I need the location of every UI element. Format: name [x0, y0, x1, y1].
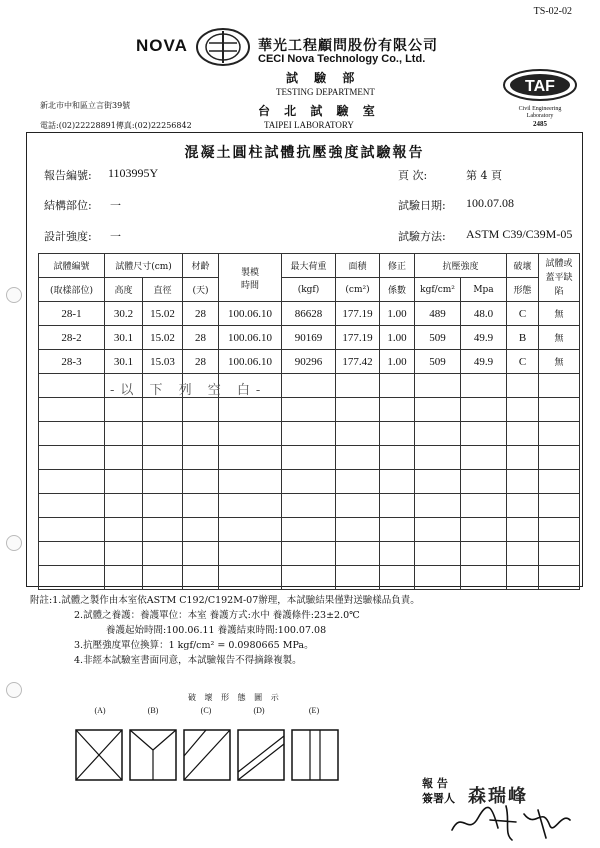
cell-load: [282, 446, 336, 470]
cell-defect: 無: [539, 326, 580, 350]
cell-mpa: [461, 422, 507, 446]
cell-corr: [380, 518, 415, 542]
company-address: 新北市中和區立言街39號: [40, 101, 131, 110]
cell-age: 28: [183, 326, 219, 350]
cell-area: [336, 446, 380, 470]
cell-made: [219, 566, 282, 590]
cell-diameter: [143, 494, 183, 518]
cell-id: [39, 374, 105, 398]
failure-mode-a-icon: [76, 730, 122, 780]
note-4: 4.非經本試驗室書面同意，本試驗報告不得摘錄複製。: [74, 655, 302, 666]
cell-kgf: 509: [415, 350, 461, 374]
binder-hole-top: [6, 287, 22, 303]
blank-row: [39, 566, 580, 590]
cell-defect: 無: [539, 350, 580, 374]
cell-load: 90169: [282, 326, 336, 350]
cell-age: [183, 542, 219, 566]
cell-fail: C: [507, 350, 539, 374]
cell-area: [336, 374, 380, 398]
cell-fail: [507, 566, 539, 590]
signatory-name: 森瑞峰: [468, 786, 528, 807]
cell-defect: [539, 518, 580, 542]
failure-mode-d-icon: [238, 730, 284, 780]
cell-area: 177.42: [336, 350, 380, 374]
cell-load: [282, 374, 336, 398]
cell-made: 100.06.10: [219, 302, 282, 326]
header-age-unit: (天): [183, 278, 219, 302]
cell-load: 90296: [282, 350, 336, 374]
company-name-zh: 華光工程顧問股份有限公司: [258, 38, 438, 54]
cell-id: [39, 494, 105, 518]
header-defect-1: 試體或: [545, 258, 573, 269]
cell-corr: 1.00: [380, 326, 415, 350]
cell-fail: C: [507, 302, 539, 326]
blank-row: [39, 542, 580, 566]
cell-area: [336, 518, 380, 542]
cell-fail: [507, 422, 539, 446]
cell-area: [336, 470, 380, 494]
cell-corr: [380, 566, 415, 590]
cell-height: 30.2: [105, 302, 143, 326]
cell-corr: [380, 542, 415, 566]
table-row: [39, 326, 580, 350]
header-row-1: [39, 254, 580, 278]
cell-mpa: 48.0: [461, 302, 507, 326]
cell-height: [105, 518, 143, 542]
cell-defect: [539, 422, 580, 446]
cell-defect: [539, 374, 580, 398]
cell-fail: B: [507, 326, 539, 350]
cell-defect: [539, 446, 580, 470]
note-1: 附註:1.試體之製作由本室依ASTM C192/C192M-07辦理，本試驗結果僅對送驗樣品負責。: [30, 595, 420, 606]
header-kgf-unit: kgf/cm²: [415, 278, 461, 302]
cell-id: [39, 470, 105, 494]
cell-mpa: [461, 470, 507, 494]
cell-made: [219, 398, 282, 422]
cell-fail: [507, 470, 539, 494]
header-molding-time: [219, 254, 282, 302]
taf-logo-text: TAF: [525, 78, 555, 95]
cell-diameter: [143, 422, 183, 446]
failure-mode-e-icon: [292, 730, 338, 780]
test-date-value: 100.07.08: [466, 196, 514, 210]
cell-id: [39, 542, 105, 566]
blank-row: [39, 494, 580, 518]
blank-row: [39, 470, 580, 494]
header-mpa-unit: Mpa: [461, 278, 507, 302]
cell-height: [105, 494, 143, 518]
cell-load: [282, 422, 336, 446]
cell-load: [282, 470, 336, 494]
cell-diameter: [143, 470, 183, 494]
table-body: [39, 302, 580, 590]
binder-hole-middle: [6, 535, 22, 551]
cell-defect: [539, 470, 580, 494]
header-height: 高度: [105, 278, 143, 302]
cell-age: [183, 494, 219, 518]
cell-defect: [539, 542, 580, 566]
cell-mpa: [461, 398, 507, 422]
cell-corr: [380, 398, 415, 422]
cell-load: 86628: [282, 302, 336, 326]
cell-kgf: [415, 518, 461, 542]
cell-diameter: 15.02: [143, 302, 183, 326]
header-row-2: [39, 278, 580, 302]
cell-corr: [380, 446, 415, 470]
cell-age: 28: [183, 350, 219, 374]
blank-row: [39, 518, 580, 542]
cell-load: [282, 398, 336, 422]
report-no-value: 1103995Y: [108, 166, 159, 180]
cell-diameter: [143, 398, 183, 422]
test-method-label: 試驗方法:: [398, 230, 446, 243]
blank-below-note: -以 下 列 空 白-: [110, 383, 267, 398]
header-area: 面積: [336, 254, 380, 278]
header-defect-2: 蓋平缺: [545, 272, 573, 283]
department-zh: 試 驗 部: [286, 71, 361, 85]
cell-load: [282, 518, 336, 542]
document-code: TS-02-02: [533, 6, 572, 17]
cell-kgf: [415, 494, 461, 518]
design-strength-value: 一: [110, 230, 121, 243]
failure-label-e: (E): [308, 706, 320, 715]
cell-height: [105, 566, 143, 590]
failure-mode-diagrams: [74, 728, 350, 784]
header-compressive-strength: 抗壓強度: [415, 254, 507, 278]
page-label: 頁 次:: [398, 169, 428, 182]
header-molding-time-bottom: 時間: [240, 280, 259, 291]
cell-area: [336, 494, 380, 518]
cell-area: [336, 398, 380, 422]
brand-name: NOVA: [136, 36, 188, 55]
failure-mode-c-icon: [184, 730, 230, 780]
note-3: 3.抗壓強度單位換算：1 kgf/cm² = 0.0980665 MPa。: [74, 640, 314, 651]
taf-number: 2485: [533, 120, 547, 128]
cell-kgf: 509: [415, 326, 461, 350]
cell-diameter: [143, 446, 183, 470]
cell-area: 177.19: [336, 326, 380, 350]
cell-age: [183, 518, 219, 542]
cell-corr: 1.00: [380, 302, 415, 326]
cell-area: [336, 542, 380, 566]
cell-kgf: [415, 446, 461, 470]
company-phone: 電話:(02)22228891傳真:(02)22256842: [40, 121, 192, 130]
cell-fail: [507, 446, 539, 470]
taf-logo-icon: [502, 68, 578, 102]
cell-corr: 1.00: [380, 350, 415, 374]
cell-id: [39, 446, 105, 470]
blank-row: [39, 398, 580, 422]
failure-label-a: (A): [94, 706, 106, 715]
test-results-table: [38, 253, 580, 590]
cell-kgf: [415, 542, 461, 566]
note-2: 2.試體之養護：養護單位：本室 養護方式:水中 養護條件:23±2.0℃: [74, 610, 360, 621]
note-2-times: 養護起始時間:100.06.11 養護結束時間:100.07.08: [106, 625, 327, 636]
cell-corr: [380, 470, 415, 494]
header-defect-3: 陷: [554, 286, 564, 297]
failure-mode-b-icon: [130, 730, 176, 780]
cell-load: [282, 494, 336, 518]
cell-age: [183, 566, 219, 590]
cell-id: [39, 398, 105, 422]
cell-id: 28-2: [39, 326, 105, 350]
cell-kgf: [415, 566, 461, 590]
signatory-label-line-1: 報 告: [422, 777, 448, 790]
cell-corr: [380, 494, 415, 518]
cell-age: [183, 422, 219, 446]
signatory-label-line-2: 簽署人: [422, 792, 455, 805]
cell-mpa: [461, 374, 507, 398]
company-logo: [195, 27, 251, 71]
design-strength-label: 設計強度:: [44, 230, 92, 243]
cell-diameter: 15.02: [143, 326, 183, 350]
cell-mpa: [461, 518, 507, 542]
cell-height: 30.1: [105, 326, 143, 350]
department-en: TESTING DEPARTMENT: [276, 87, 375, 97]
cell-fail: [507, 374, 539, 398]
cell-defect: [539, 566, 580, 590]
cell-kgf: [415, 470, 461, 494]
cell-diameter: [143, 566, 183, 590]
cell-made: 100.06.10: [219, 326, 282, 350]
cell-mpa: [461, 566, 507, 590]
cell-fail: [507, 398, 539, 422]
cell-fail: [507, 518, 539, 542]
cell-made: [219, 542, 282, 566]
header-failure: 破壞: [507, 254, 539, 278]
cell-made: [219, 494, 282, 518]
cell-fail: [507, 542, 539, 566]
cell-height: [105, 542, 143, 566]
laboratory-en: TAIPEI LABORATORY: [264, 120, 354, 130]
cell-defect: [539, 494, 580, 518]
taf-line-2: Laboratory: [526, 113, 554, 119]
cell-diameter: [143, 518, 183, 542]
cell-mpa: 49.9: [461, 326, 507, 350]
cell-age: 28: [183, 302, 219, 326]
cell-height: [105, 398, 143, 422]
table-row: [39, 302, 580, 326]
cell-made: [219, 470, 282, 494]
binder-hole-bottom: [6, 682, 22, 698]
cell-defect: 無: [539, 302, 580, 326]
cell-diameter: 15.03: [143, 350, 183, 374]
cell-height: [105, 446, 143, 470]
header-specimen-size: 試體尺寸(cm): [105, 254, 183, 278]
cell-defect: [539, 398, 580, 422]
failure-label-b: (B): [147, 706, 159, 715]
cell-id: [39, 566, 105, 590]
cell-age: [183, 398, 219, 422]
cell-mpa: [461, 542, 507, 566]
header-defect: [539, 254, 580, 302]
structure-value: 一: [110, 199, 121, 212]
cell-height: [105, 422, 143, 446]
header-load-unit: (kgf): [282, 278, 336, 302]
blank-row: [39, 446, 580, 470]
cell-height: [105, 470, 143, 494]
taf-accreditation-mark: [502, 68, 578, 128]
blank-row: [39, 422, 580, 446]
cell-kgf: [415, 374, 461, 398]
cell-fail: [507, 494, 539, 518]
laboratory-zh: 台 北 試 驗 室: [258, 104, 380, 118]
cell-mpa: 49.9: [461, 350, 507, 374]
cell-kgf: [415, 398, 461, 422]
header-diameter: 直徑: [143, 278, 183, 302]
failure-label-c: (C): [200, 706, 212, 715]
header-failure-mode: 形態: [507, 278, 539, 302]
cell-diameter: [143, 542, 183, 566]
header-specimen-id: 試體編號: [39, 254, 105, 278]
cell-id: [39, 518, 105, 542]
report-no-label: 報告編號:: [44, 169, 92, 182]
cell-id: 28-3: [39, 350, 105, 374]
table-row: [39, 350, 580, 374]
header-molding-time-top: 製模: [240, 267, 259, 278]
header-area-unit: (cm²): [336, 278, 380, 302]
cell-corr: [380, 422, 415, 446]
cell-id: [39, 422, 105, 446]
test-date-label: 試驗日期:: [398, 199, 446, 212]
cell-mpa: [461, 494, 507, 518]
report-title: 混凝土圓柱試體抗壓強度試驗報告: [184, 145, 425, 161]
header-max-load: 最大荷重: [282, 254, 336, 278]
cell-corr: [380, 374, 415, 398]
cell-area: [336, 422, 380, 446]
handwritten-signature: [446, 800, 576, 842]
cell-age: [183, 446, 219, 470]
structure-label: 結構部位:: [44, 199, 92, 212]
page-value: 第 4 頁: [466, 169, 502, 182]
cell-kgf: 489: [415, 302, 461, 326]
cell-age: [183, 470, 219, 494]
cell-made: 100.06.10: [219, 350, 282, 374]
cell-made: [219, 518, 282, 542]
cell-load: [282, 542, 336, 566]
header-correction: 修正: [380, 254, 415, 278]
notes-section: [30, 593, 420, 668]
cell-id: 28-1: [39, 302, 105, 326]
test-method-value: ASTM C39/C39M-05: [466, 227, 573, 241]
cell-area: 177.19: [336, 302, 380, 326]
cell-load: [282, 566, 336, 590]
taf-line-1: Civil Engineering: [518, 106, 562, 112]
cell-kgf: [415, 422, 461, 446]
cell-made: [219, 446, 282, 470]
company-name-en: CECI Nova Technology Co., Ltd.: [258, 53, 426, 65]
header-age: 材齡: [183, 254, 219, 278]
cell-mpa: [461, 446, 507, 470]
cell-area: [336, 566, 380, 590]
failure-mode-title: 破 壞 形 態 圖 示: [188, 693, 282, 702]
cell-made: [219, 422, 282, 446]
header-coefficient: 係數: [380, 278, 415, 302]
failure-label-d: (D): [253, 706, 265, 715]
cell-height: 30.1: [105, 350, 143, 374]
header-sampling-location: (取樣部位): [39, 278, 105, 302]
